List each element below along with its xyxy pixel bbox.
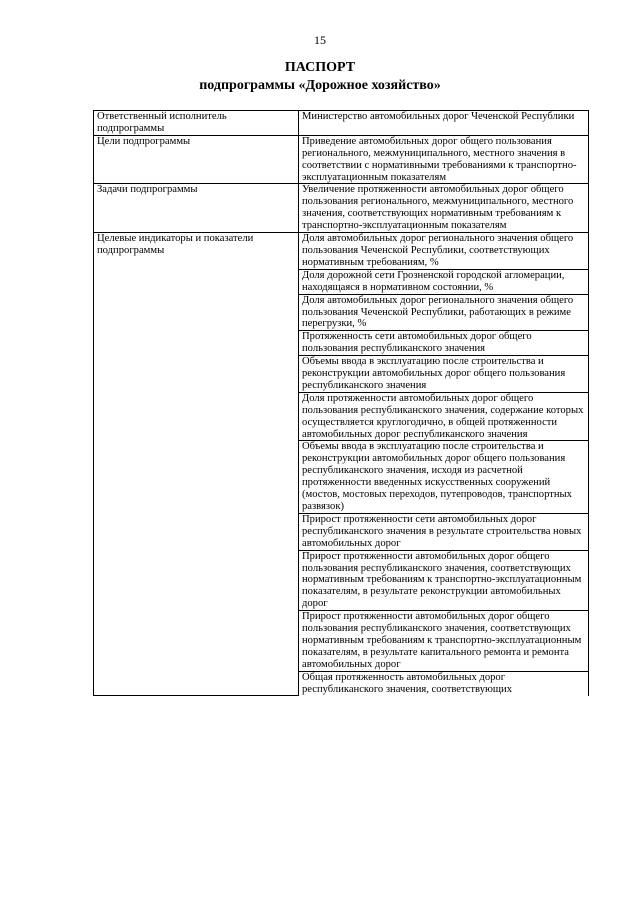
row-value: Объемы ввода в эксплуатацию после строительства и реконструкции автомобильных дорог общего пользования республиканского значения xyxy=(299,356,589,393)
row-value: Приведение автомобильных дорог общего пользования регионального, межмуниципального, местного значения в соответствии с нормативными требованиями к транспортно-эксплуатационным показателям xyxy=(299,135,589,184)
row-value: Прирост протяженности автомобильных дорог общего пользования республиканского значения, соответствующих нормативным требованиям к транспортно-эксплуатационным показателям, в результате реконструкции автомобильных дорог xyxy=(299,550,589,611)
row-label: Ответственный исполнитель подпрограммы xyxy=(94,111,299,136)
table-row xyxy=(94,135,589,184)
row-value: Доля дорожной сети Грозненской городской агломерации, находящаяся в нормативном состоянии, % xyxy=(299,269,589,294)
row-label: Задачи подпрограммы xyxy=(94,184,299,233)
row-value: Общая протяженность автомобильных дорог республиканского значения, соответствующих xyxy=(299,671,589,695)
table-row xyxy=(94,233,589,270)
row-value: Увеличение протяженности автомобильных дорог общего пользования регионального, межмуниципального, местного значения, соответствующих нормативным требованиям к транспортно-эксплуатационным показателям xyxy=(299,184,589,233)
row-value: Доля автомобильных дорог регионального значения общего пользования Чеченской Республики, соответствующих нормативным требованиям, % xyxy=(299,233,589,270)
passport-table xyxy=(93,110,589,696)
row-label: Целевые индикаторы и показатели подпрограммы xyxy=(94,233,299,696)
table-row xyxy=(94,184,589,233)
row-value: Министерство автомобильных дорог Чеченской Республики xyxy=(299,111,589,136)
row-value: Прирост протяженности сети автомобильных дорог республиканского значения в результате строительства новых автомобильных дорог xyxy=(299,513,589,550)
row-value: Протяженность сети автомобильных дорог общего пользования республиканского значения xyxy=(299,331,589,356)
row-value: Прирост протяженности автомобильных дорог общего пользования республиканского значения, соответствующих нормативным требованиям к транспортно-эксплуатационным показателям, в результате капитального ремонта и ремонта автомобильных дорог xyxy=(299,611,589,672)
document-subtitle: подпрограммы «Дорожное хозяйство» xyxy=(199,78,441,93)
table-row xyxy=(94,111,589,136)
page-number: 15 xyxy=(314,33,326,47)
row-label: Цели подпрограммы xyxy=(94,135,299,184)
row-value: Объемы ввода в эксплуатацию после строительства и реконструкции автомобильных дорог общего пользования республиканского значения, исходя из расчетной протяженности введенных искусственных сооружений (мостов, мостовых переходов, путепроводов, транспортных развязок) xyxy=(299,441,589,513)
row-value: Доля протяженности автомобильных дорог общего пользования республиканского значения, содержание которых осуществляется круглогодично, в общей протяженности автомобильных дорог республиканского значения xyxy=(299,392,589,441)
document-title: ПАСПОРТ xyxy=(284,60,356,75)
row-value: Доля автомобильных дорог регионального значения общего пользования Чеченской Республики, работающих в режиме перегрузки, % xyxy=(299,294,589,331)
